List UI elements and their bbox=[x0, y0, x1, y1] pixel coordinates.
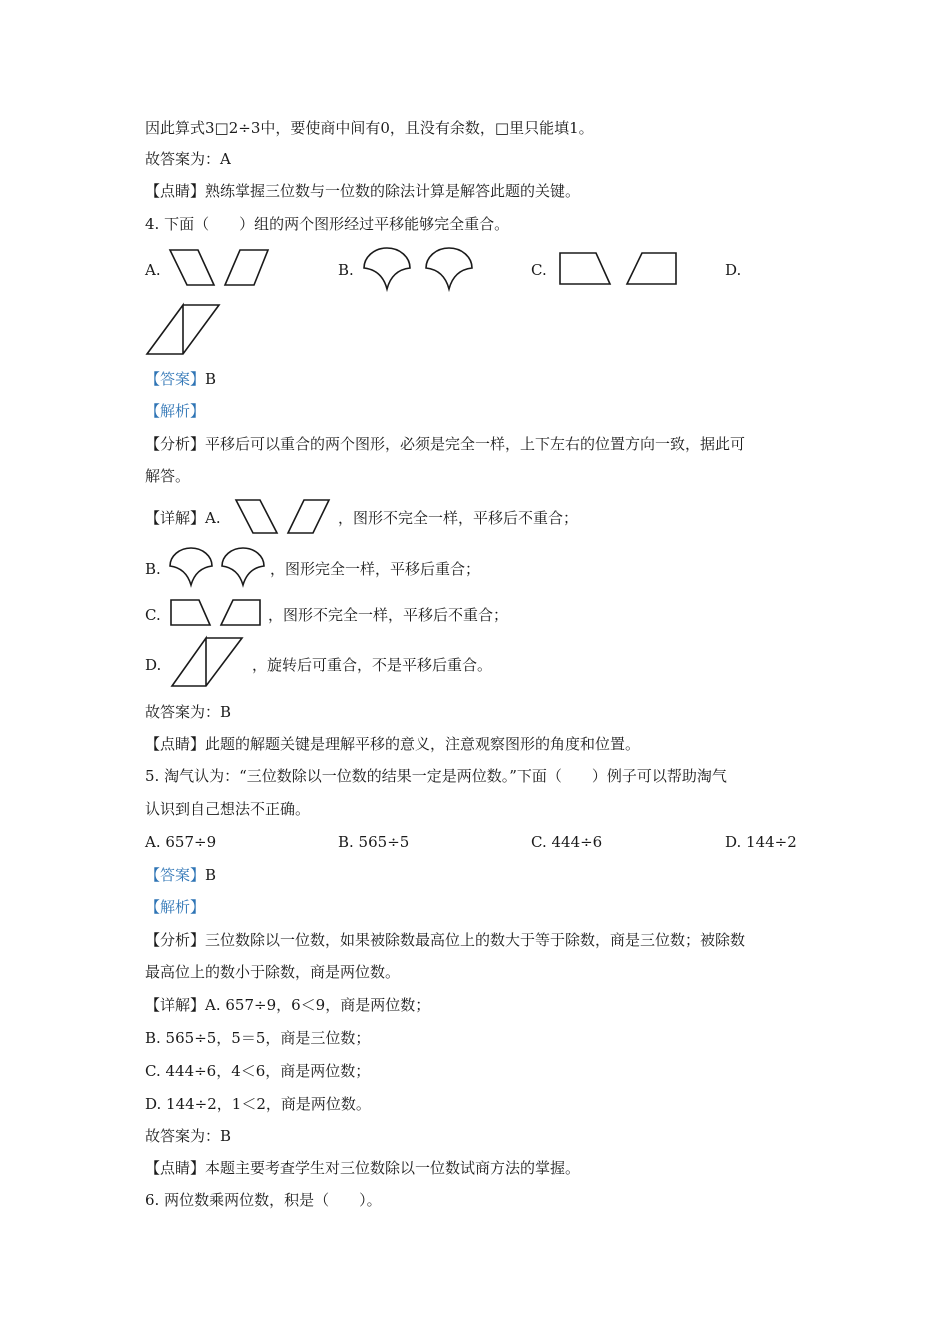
q4-option-d-label: D. bbox=[725, 261, 742, 279]
q4-option-c-label: C. bbox=[531, 261, 547, 279]
fenxi-line bbox=[145, 929, 745, 951]
xiangjie-d-text: ，旋转后可重合，不是平移后重合。 bbox=[252, 656, 493, 674]
q4-answer-line bbox=[145, 368, 216, 390]
q5-option-d: D. 144÷2 bbox=[725, 833, 797, 851]
q4-dianjing-line bbox=[145, 733, 640, 755]
parallelogram-shape bbox=[170, 250, 214, 285]
answer-tag: 【答案】 bbox=[145, 866, 206, 884]
triangle-shape bbox=[172, 638, 242, 686]
q5-option-a: A. 657÷9 bbox=[145, 833, 217, 851]
q4-option-b-label: B. bbox=[338, 261, 354, 279]
q4-option-a-parallelogram-figures bbox=[170, 248, 270, 288]
question-4: 4. 下面（ ）组的两个图形经过平移能够完全重合。 bbox=[145, 215, 510, 233]
q4-option-a-label: A. bbox=[145, 261, 161, 279]
fan-shape bbox=[364, 248, 410, 289]
parallelogram-shape bbox=[288, 500, 329, 533]
xiangjie-a-text: A. 657÷9，6＜9，商是两位数； bbox=[205, 996, 431, 1014]
fan-shape bbox=[426, 248, 472, 289]
fan-shape bbox=[170, 548, 212, 585]
dianjing-text: 此题的解题关键是理解平移的意义，注意观察图形的角度和位置。 bbox=[205, 735, 641, 753]
jiexi-tag: 【解析】 bbox=[145, 898, 206, 916]
dianjing-tag: 【点睛】 bbox=[145, 182, 206, 200]
fenxi-text: 平移后可以重合的两个图形，必须是完全一样，上下左右的位置方向一致，据此可 bbox=[205, 435, 746, 453]
xiangjie-line-b: B. 565÷5，5＝5，商是三位数； bbox=[145, 1029, 371, 1047]
dianjing-tag: 【点睛】 bbox=[145, 735, 206, 753]
q5-option-b: B. 565÷5 bbox=[338, 833, 410, 851]
dianjing-text: 本题主要考查学生对三位数除以一位数试商方法的掌握。 bbox=[205, 1159, 581, 1177]
xiangjie-c-text: ，图形不完全一样，平移后不重合； bbox=[268, 606, 509, 624]
xiangjie-d-label: D. bbox=[145, 656, 162, 674]
question-5: 5. 淘气认为：“三位数除以一位数的结果一定是两位数。”下面（ ）例子可以帮助淘气 bbox=[145, 767, 727, 785]
q4-option-c-trapezoid-figures bbox=[558, 251, 680, 287]
xiangjie-line-a bbox=[145, 994, 430, 1016]
trapezoid-shape bbox=[627, 253, 676, 284]
text-line: 故答案为：A bbox=[145, 150, 231, 168]
question-5-line-2: 认识到自己想法不正确。 bbox=[145, 800, 311, 818]
q5-option-c: C. 444÷6 bbox=[531, 833, 603, 851]
q4-final-answer: 故答案为：B bbox=[145, 703, 232, 721]
q5-dianjing-line bbox=[145, 1157, 580, 1179]
q5-final-answer: 故答案为：B bbox=[145, 1127, 232, 1145]
xiangjie-c-label: C. bbox=[145, 606, 161, 624]
answer-value: B bbox=[205, 370, 217, 388]
q4-option-b-fan-figures bbox=[362, 246, 474, 292]
text-line: 因此算式3□2÷3中，要使商中间有0，且没有余数，□里只能填1。 bbox=[145, 119, 594, 137]
dianjing-text: 熟练掌握三位数与一位数的除法计算是解答此题的关键。 bbox=[205, 182, 581, 200]
question-6: 6. 两位数乘两位数，积是（ ）。 bbox=[145, 1191, 382, 1209]
jiexi-tag: 【解析】 bbox=[145, 402, 206, 420]
q4-option-d-triangle-figure bbox=[145, 303, 223, 357]
fenxi-text: 三位数除以一位数，如果被除数最高位上的数大于等于除数，商是三位数；被除数 bbox=[205, 931, 746, 949]
xiangjie-line-a bbox=[145, 507, 221, 529]
trapezoid-shape bbox=[221, 600, 260, 625]
dianjing-line bbox=[145, 180, 580, 202]
fenxi-line-2: 最高位上的数小于除数，商是两位数。 bbox=[145, 963, 401, 981]
xiangjie-a-text: ，图形不完全一样，平移后不重合； bbox=[338, 509, 579, 527]
fenxi-tag: 【分析】 bbox=[145, 435, 206, 453]
answer-value: B bbox=[205, 866, 217, 884]
fan-shape bbox=[222, 548, 264, 585]
triangle-shape bbox=[147, 305, 219, 354]
xiangjie-tag: 【详解】 bbox=[145, 996, 206, 1014]
answer-tag: 【答案】 bbox=[145, 370, 206, 388]
xiangjie-line-c: C. 444÷6，4＜6，商是两位数； bbox=[145, 1062, 371, 1080]
xiangjie-d-triangle-figure bbox=[170, 636, 246, 689]
xiangjie-a-label: A. bbox=[205, 509, 221, 527]
fenxi-line-2: 解答。 bbox=[145, 467, 191, 485]
xiangjie-line-d: D. 144÷2，1＜2，商是两位数。 bbox=[145, 1095, 371, 1113]
fenxi-line bbox=[145, 433, 745, 455]
xiangjie-b-text: ，图形完全一样，平移后重合； bbox=[270, 560, 481, 578]
parallelogram-shape bbox=[236, 500, 277, 533]
q5-answer-line bbox=[145, 864, 216, 886]
xiangjie-a-parallelogram-figures bbox=[236, 498, 332, 536]
fenxi-tag: 【分析】 bbox=[145, 931, 206, 949]
trapezoid-shape bbox=[171, 600, 210, 625]
dianjing-tag: 【点睛】 bbox=[145, 1159, 206, 1177]
xiangjie-b-label: B. bbox=[145, 560, 161, 578]
parallelogram-shape bbox=[225, 250, 268, 285]
trapezoid-shape bbox=[560, 253, 610, 284]
xiangjie-b-fan-figures bbox=[168, 546, 268, 588]
xiangjie-c-trapezoid-figures bbox=[169, 598, 263, 628]
xiangjie-tag: 【详解】 bbox=[145, 509, 206, 527]
